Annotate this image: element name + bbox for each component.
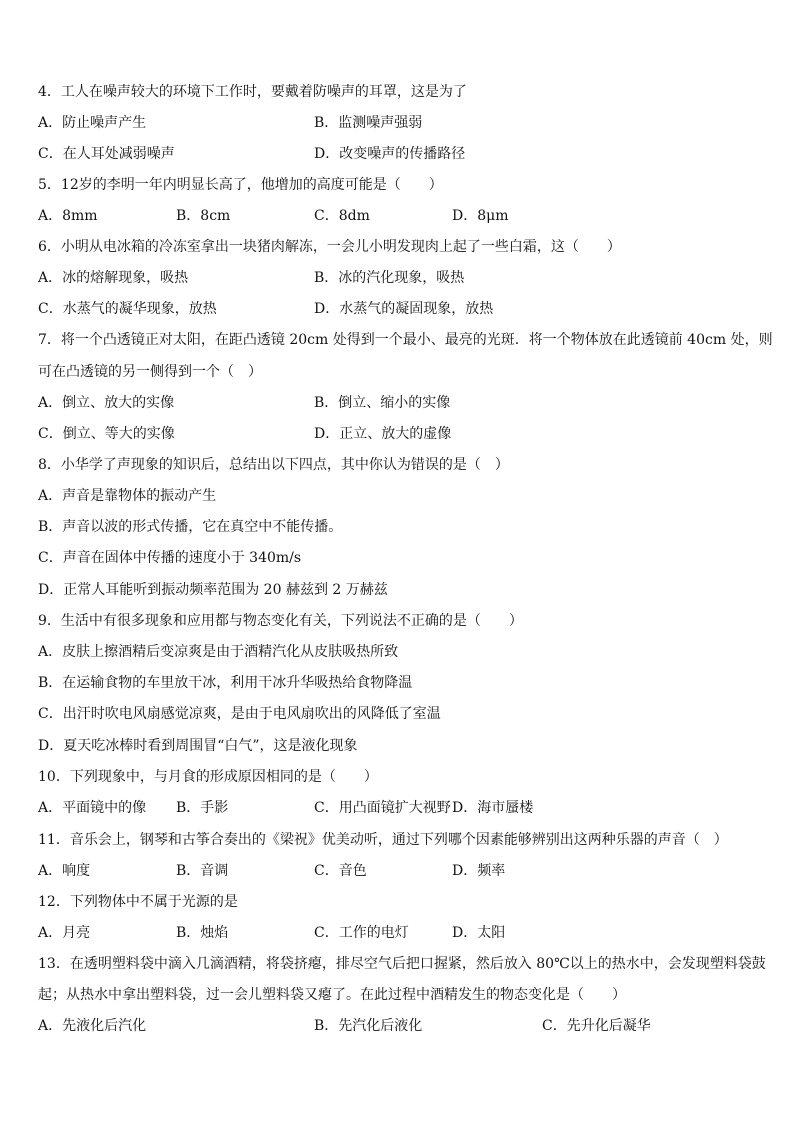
question-7-option-b: B．倒立、缩小的实像 (314, 395, 451, 411)
question-10-options-row (38, 798, 758, 818)
question-11-option-b: B．音调 (176, 863, 229, 879)
question-6-stem: 6．小明从电冰箱的冷冻室拿出一块猪肉解冻，一会儿小明发现肉上起了一些白霜，这（ ） (38, 239, 621, 255)
question-12-option-b: B．烛焰 (176, 925, 229, 941)
question-4-option-c: C．在人耳处减弱噪声 (38, 146, 175, 162)
question-10-option-c: C．用凸面镜扩大视野 (314, 800, 451, 816)
question-10-option-d: D．海市蜃楼 (452, 800, 534, 816)
question-5-option-b: B．8cm (176, 208, 231, 224)
question-7-options-row-1 (38, 393, 758, 413)
question-12-stem: 12．下列物体中不属于光源的是 (38, 894, 238, 910)
question-4-options-row-2 (38, 144, 758, 164)
question-7-options-row-2 (38, 424, 758, 444)
question-13-stem-line-2: 起；从热水中拿出塑料袋，过一会儿塑料袋又瘪了。在此过程中酒精发生的物态变化是（ ） (38, 987, 626, 1003)
question-12-options-row (38, 923, 758, 943)
question-9-option-b: B．在运输食物的车里放干冰，利用干冰升华吸热给食物降温 (38, 675, 413, 691)
question-10-option-a: A．平面镜中的像 (38, 800, 147, 816)
question-9-option-c: C．出汗时吹电风扇感觉凉爽，是由于电风扇吹出的风降低了室温 (38, 706, 441, 722)
question-5-option-d: D．8μm (452, 208, 509, 224)
question-13-option-b: B．先汽化后液化 (314, 1018, 423, 1034)
question-13-option-a: A．先液化后汽化 (38, 1018, 147, 1034)
question-11-option-c: C．音色 (314, 863, 367, 879)
question-6-options-row-1 (38, 268, 758, 288)
question-9-stem: 9．生活中有很多现象和应用都与物态变化有关，下列说法不正确的是（ ） (38, 613, 523, 629)
question-7-stem-line-2: 可在凸透镜的另一侧得到一个（ ） (38, 364, 262, 380)
question-11-option-d: D．频率 (452, 863, 506, 879)
question-11-options-row (38, 861, 758, 881)
question-9-option-d: D．夏天吃冰棒时看到周围冒“白气”，这是液化现象 (38, 738, 358, 754)
question-5-option-a: A．8mm (38, 208, 98, 224)
question-8-stem: 8．小华学了声现象的知识后，总结出以下四点，其中你认为错误的是（ ） (38, 457, 509, 473)
question-7-option-d: D．正立、放大的虚像 (314, 426, 452, 442)
question-6-option-c: C．水蒸气的凝华现象，放热 (38, 301, 217, 317)
question-7-option-c: C．倒立、等大的实像 (38, 426, 175, 442)
question-13-option-c: C．先升化后凝华 (542, 1018, 651, 1034)
question-7-stem-line-1: 7．将一个凸透镜正对太阳，在距凸透镜 20cm 处得到一个最小、最亮的光斑．将一个物体放在此透镜前 40cm 处，则 (38, 332, 773, 348)
question-6-options-row-2 (38, 299, 758, 319)
question-8-option-b: B．声音以波的形式传播，它在真空中不能传播。 (38, 519, 343, 535)
question-10-stem: 10．下列现象中，与月食的形成原因相同的是（ ） (38, 769, 378, 785)
question-5-options-row (38, 206, 758, 226)
question-13-options-row (38, 1016, 758, 1036)
question-12-option-d: D．太阳 (452, 925, 506, 941)
question-10-option-b: B．手影 (176, 800, 229, 816)
question-12-option-c: C．工作的电灯 (314, 925, 409, 941)
question-8-option-d: D．正常人耳能听到振动频率范围为 20 赫兹到 2 万赫兹 (38, 582, 388, 598)
question-5-option-c: C．8dm (314, 208, 370, 224)
question-6-option-a: A．冰的熔解现象，吸热 (38, 270, 189, 286)
question-4-option-a: A．防止噪声产生 (38, 115, 147, 131)
question-4-option-d: D．改变噪声的传播路径 (314, 146, 466, 162)
question-4-stem: 4．工人在噪声较大的环境下工作时，要戴着防噪声的耳罩，这是为了 (38, 84, 467, 100)
question-5-stem: 5．12岁的李明一年内明显长高了，他增加的高度可能是（ ） (38, 177, 443, 193)
question-8-option-a: A．声音是靠物体的振动产生 (38, 488, 217, 504)
question-11-stem: 11．音乐会上，钢琴和古筝合奏出的《梁祝》优美动听，通过下列哪个因素能够辨别出这两种乐器的声音（ ） (38, 832, 728, 848)
question-9-option-a: A．皮肤上擦酒精后变凉爽是由于酒精汽化从皮肤吸热所致 (38, 644, 399, 660)
question-11-option-a: A．响度 (38, 863, 91, 879)
question-6-option-d: D．水蒸气的凝固现象，放热 (314, 301, 494, 317)
question-4-options-row-1 (38, 113, 758, 133)
question-6-option-b: B．冰的汽化现象，吸热 (314, 270, 465, 286)
question-4-option-b: B．监测噪声强弱 (314, 115, 423, 131)
question-12-option-a: A．月亮 (38, 925, 91, 941)
question-7-option-a: A．倒立、放大的实像 (38, 395, 175, 411)
question-13-stem-line-1: 13．在透明塑料袋中滴入几滴酒精，将袋挤瘪，排尽空气后把口握紧，然后放入 80℃以上的热水中，会发现塑料袋鼓 (38, 956, 766, 972)
question-8-option-c: C．声音在固体中传播的速度小于 340m/s (38, 550, 302, 566)
